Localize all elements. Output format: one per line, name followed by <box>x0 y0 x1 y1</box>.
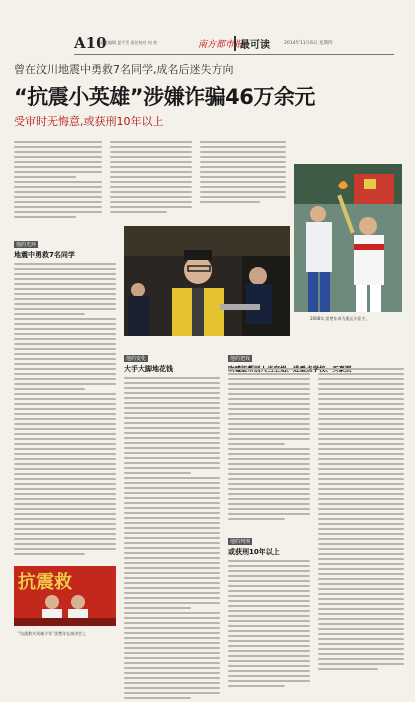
courtroom-photo <box>124 226 290 336</box>
torch-bearer-photo <box>294 164 402 312</box>
kicker: 曾在汶川地震中勇救7名同学,成名后迷失方向 <box>14 63 234 76</box>
section-title: 大手大脚地花钱 <box>124 365 173 373</box>
page-number: A10 <box>74 34 107 52</box>
issue-date: 2014年11月6日 星期四 <box>284 41 333 46</box>
section-2 <box>124 345 220 702</box>
section-label: 他的变化 <box>126 356 147 362</box>
page-header <box>74 36 394 55</box>
speech-photo <box>14 566 116 626</box>
section-label: 他的判刑 <box>230 539 251 545</box>
headline: “抗震小英雄”涉嫌诈骗46万余元 <box>14 85 315 109</box>
newspaper-logo: 南方都市报 <box>198 40 244 50</box>
section-3-column-b <box>318 368 404 673</box>
section-label: 他的把戏 <box>230 356 251 362</box>
editor-info: 责任编辑 夏千雪 责任校对 何 欢 <box>100 40 158 45</box>
section-1 <box>14 231 116 558</box>
section-title: 或获刑10年以上 <box>228 548 280 556</box>
body-column-1 <box>14 141 102 221</box>
section-name: 最可读 <box>234 36 270 51</box>
subhead: 受审时无悔意,或获刑10年以上 <box>14 115 164 128</box>
section-label: 他的光环 <box>16 242 37 248</box>
body-column-3 <box>200 141 286 206</box>
photo-caption-bottom: “抗震救灾英雄少年”雷楚年在演讲会上 <box>18 631 87 636</box>
section-4 <box>228 528 310 690</box>
section-title: 地震中勇救7名同学 <box>14 251 75 259</box>
photo-caption-top: 2008年,雷楚年成为奥运火炬手。 <box>310 316 370 321</box>
section-3-column-a <box>228 368 310 523</box>
banner-text: 抗震救 <box>18 572 72 593</box>
body-column-2 <box>110 141 192 216</box>
